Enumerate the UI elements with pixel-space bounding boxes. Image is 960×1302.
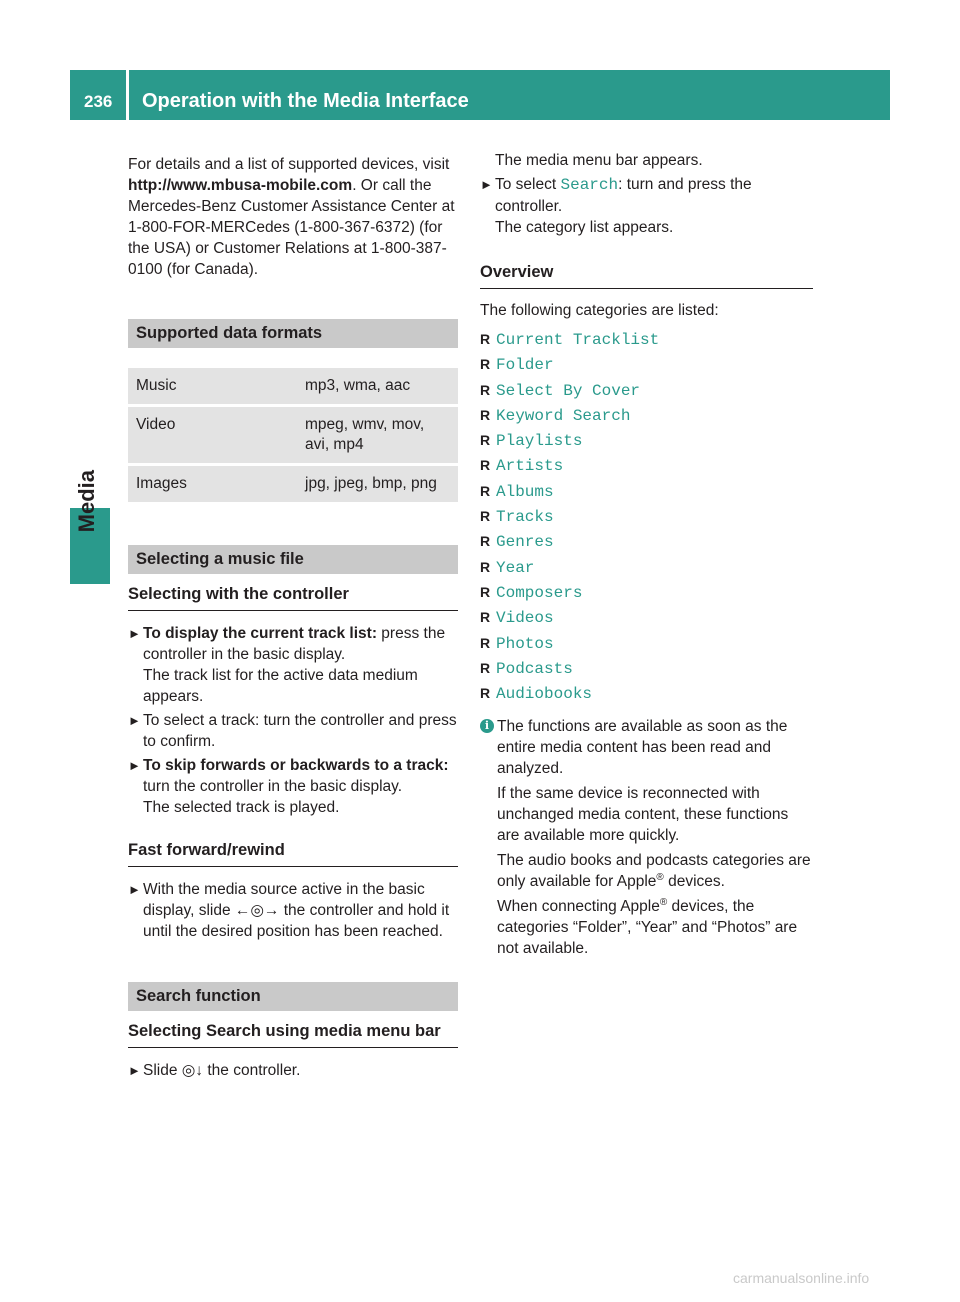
list-item[interactable]: R Current Tracklist [480, 331, 660, 349]
category-list [480, 327, 813, 706]
info-icon: i [480, 719, 494, 733]
step-skip-track: ► To skip forwards or backwards to a track: turn the controller in the basic display. The selected track is played. [128, 757, 449, 816]
step-arrow-icon: ► [128, 713, 141, 728]
section-search-function: Search function [128, 982, 458, 1011]
list-item[interactable]: R Photos [480, 634, 554, 653]
list-item[interactable]: R Folder [480, 356, 554, 375]
step-arrow-icon: ► [128, 882, 141, 897]
list-item[interactable]: R Playlists [480, 432, 583, 451]
right-column [480, 150, 813, 963]
subhead-fast-forward: Fast forward/rewind [128, 840, 458, 867]
list-item[interactable]: R Videos [480, 609, 554, 628]
support-url[interactable]: http://www.mbusa-mobile.com [128, 177, 353, 194]
controller-down-icon: ◎↓ [181, 1062, 204, 1079]
controller-slide-icon: ←◎→ [234, 902, 280, 919]
step-arrow-icon: ► [128, 626, 141, 641]
list-item[interactable]: R Select By Cover [480, 381, 641, 400]
menu-bar-result: The media menu bar appears. [495, 152, 703, 169]
step-arrow-icon: ► [128, 1063, 141, 1078]
subhead-controller: Selecting with the controller [128, 584, 458, 611]
overview-heading: Overview [480, 262, 813, 289]
section-selecting-music: Selecting a music file [128, 545, 458, 574]
left-column [128, 150, 458, 1081]
list-item[interactable]: R Keyword Search [480, 406, 631, 425]
page-number: 236 [70, 70, 126, 120]
step-select-search: ► To select Search: turn and press the controller. The category list appears. [480, 176, 752, 236]
footer-watermark: carmanualsonline.info [733, 1270, 870, 1286]
step-select-track: ► To select a track: turn the controller and press to confirm. [128, 712, 457, 750]
intro-paragraph: For details and a list of supported devices, visit http://www.mbusa-mobile.com. Or call the Mercedes-Benz Customer Assistance Center at 1-800-FOR-MERCedes (1-800-367-6372) (for the USA) or Customer Relations at 1-800-387-0100 (for Canada). [128, 156, 455, 278]
list-item[interactable]: R Audiobooks [480, 685, 593, 704]
step-arrow-icon: ► [128, 758, 141, 773]
subhead-search-menubar: Selecting Search using media menu bar [128, 1021, 458, 1048]
step-fast-forward: ► With the media source active in the basic display, slide ←◎→ the controller and hold it until the desired position has been reached. [128, 881, 450, 940]
step-display-tracklist: ► To display the current track list: press the controller in the basic display. The track list for the active data medium appears. [128, 625, 446, 705]
table-row: Video mpeg, wmv, mov, avi, mp4 [128, 407, 458, 463]
side-tab-label: Media [74, 470, 99, 533]
list-item[interactable]: R Artists [480, 457, 564, 476]
page-title: Operation with the Media Interface [129, 70, 890, 120]
search-menu-item[interactable]: Search [560, 176, 619, 194]
step-slide-controller: ► Slide ◎↓ the controller. [128, 1062, 301, 1079]
list-item[interactable]: R Year [480, 558, 535, 577]
table-row: Music mp3, wma, aac [128, 368, 458, 404]
section-supported-formats: Supported data formats [128, 319, 458, 348]
list-item[interactable]: R Tracks [480, 508, 554, 527]
table-row: Images jpg, jpeg, bmp, png [128, 466, 458, 502]
categories-intro: The following categories are listed: [480, 302, 719, 319]
info-note: i The functions are available as soon as the entire media content has been read and analyzed. If the same device is reconnected with unchanged media content, these functions are available more quickly. The audio books and podcasts categories are only available for Apple® devices. When connecting Apple® devices, the categories “Folder”, “Year” and “Photos” are not available. [480, 716, 813, 959]
step-arrow-icon: ► [480, 177, 493, 192]
formats-table [128, 365, 458, 505]
list-item[interactable]: R Composers [480, 583, 583, 602]
list-item[interactable]: R Albums [480, 482, 554, 501]
list-item[interactable]: R Podcasts [480, 659, 573, 678]
list-item[interactable]: R Genres [480, 533, 554, 552]
